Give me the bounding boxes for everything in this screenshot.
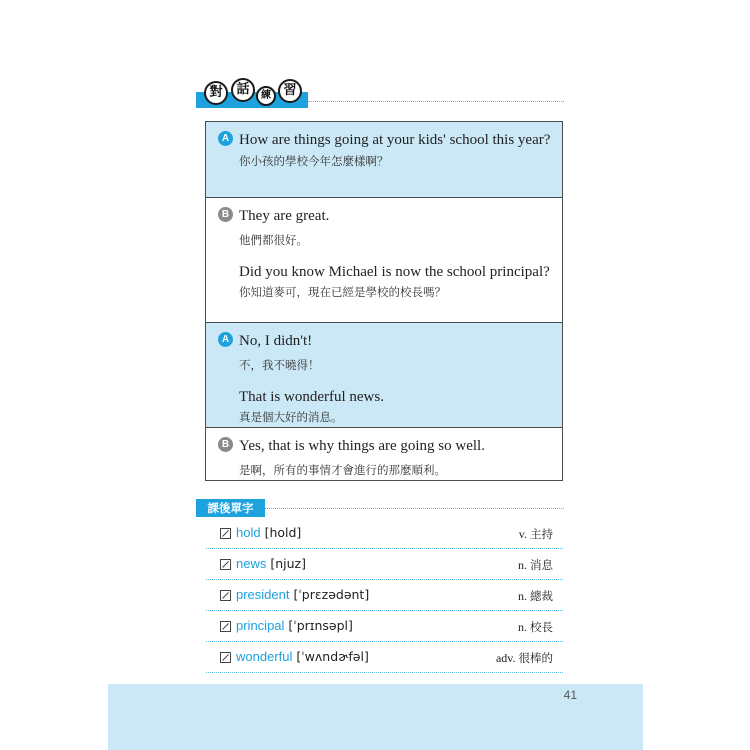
title-char-badge: 練 [256,86,276,106]
page-footer-band [108,684,643,750]
vocab-title: 課後單字 [196,499,265,517]
vocab-part-of-speech: n. [518,620,527,634]
vocab-word: principal [236,618,285,633]
vocab-item [206,642,563,673]
header-dotted-rule [308,101,564,102]
dialog-turn [206,122,562,197]
vocab-meaning: 消息 [530,558,553,572]
checkbox-icon [220,528,231,539]
speaker-b-badge: B [218,437,233,452]
vocab-meaning: 總裁 [530,589,553,603]
checkbox-icon [220,652,231,663]
title-char-badge: 對 [204,81,228,105]
vocab-meaning: 很棒的 [518,651,553,665]
vocab-part-of-speech: adv. [495,651,516,665]
vocab-meaning: 校長 [530,620,553,634]
vocab-list [206,518,563,673]
vocab-item [206,549,563,580]
vocab-word: president [236,587,290,602]
english-line: Yes, that is why things are going so well. [239,438,485,454]
vocab-item [206,580,563,611]
vocab-meaning: 主持 [530,527,553,541]
checkbox-icon [220,559,231,570]
vocab-phonetic: [ˈprɪnsəpl] [288,618,353,633]
speaker-a-badge: A [218,332,233,347]
vocab-part-of-speech: n. [518,558,527,572]
vocab-dotted-rule [265,508,564,509]
title-char-badge: 習 [278,79,302,103]
english-line: That is wonderful news. [239,389,384,405]
dialog-box [205,121,563,481]
dialog-section-header [196,78,564,110]
chinese-translation: 真是個大好的消息。 [239,410,343,424]
dialog-turn [206,322,562,427]
vocab-item [206,611,563,642]
vocab-item [206,518,563,549]
vocab-part-of-speech: v. [518,527,527,541]
english-line: Did you know Michael is now the school principal? [239,264,550,280]
checkbox-icon [220,590,231,601]
chinese-translation: 是啊，所有的事情才會進行的那麼順利。 [239,463,446,477]
speaker-b-badge: B [218,207,233,222]
title-char-badge: 話 [231,78,255,102]
chinese-translation: 你小孩的學校今年怎麼樣啊？ [239,154,389,168]
checkbox-icon [220,621,231,632]
vocab-part-of-speech: n. [518,589,527,603]
chinese-translation: 不，我不曉得！ [239,358,320,372]
vocab-phonetic: [ˈwʌndɚfəl] [296,649,369,664]
english-line: No, I didn't! [239,333,313,349]
vocab-phonetic: [ˈprɛzədənt] [293,587,370,602]
speaker-a-badge: A [218,131,233,146]
vocab-phonetic: [njuz] [270,556,306,571]
chinese-translation: 他們都很好。 [239,233,308,247]
english-line: How are things going at your kids' school this year? [239,132,551,148]
vocab-word: hold [236,525,261,540]
page-number: 41 [563,688,577,702]
vocab-phonetic: [hold] [264,525,302,540]
vocab-section-header [196,499,564,517]
vocab-word: news [236,556,267,571]
dialog-turn [206,427,562,480]
english-line: They are great. [239,208,330,224]
chinese-translation: 你知道麥可，現在已經是學校的校長嗎？ [239,285,446,299]
vocab-word: wonderful [236,649,293,664]
dialog-turn [206,197,562,322]
